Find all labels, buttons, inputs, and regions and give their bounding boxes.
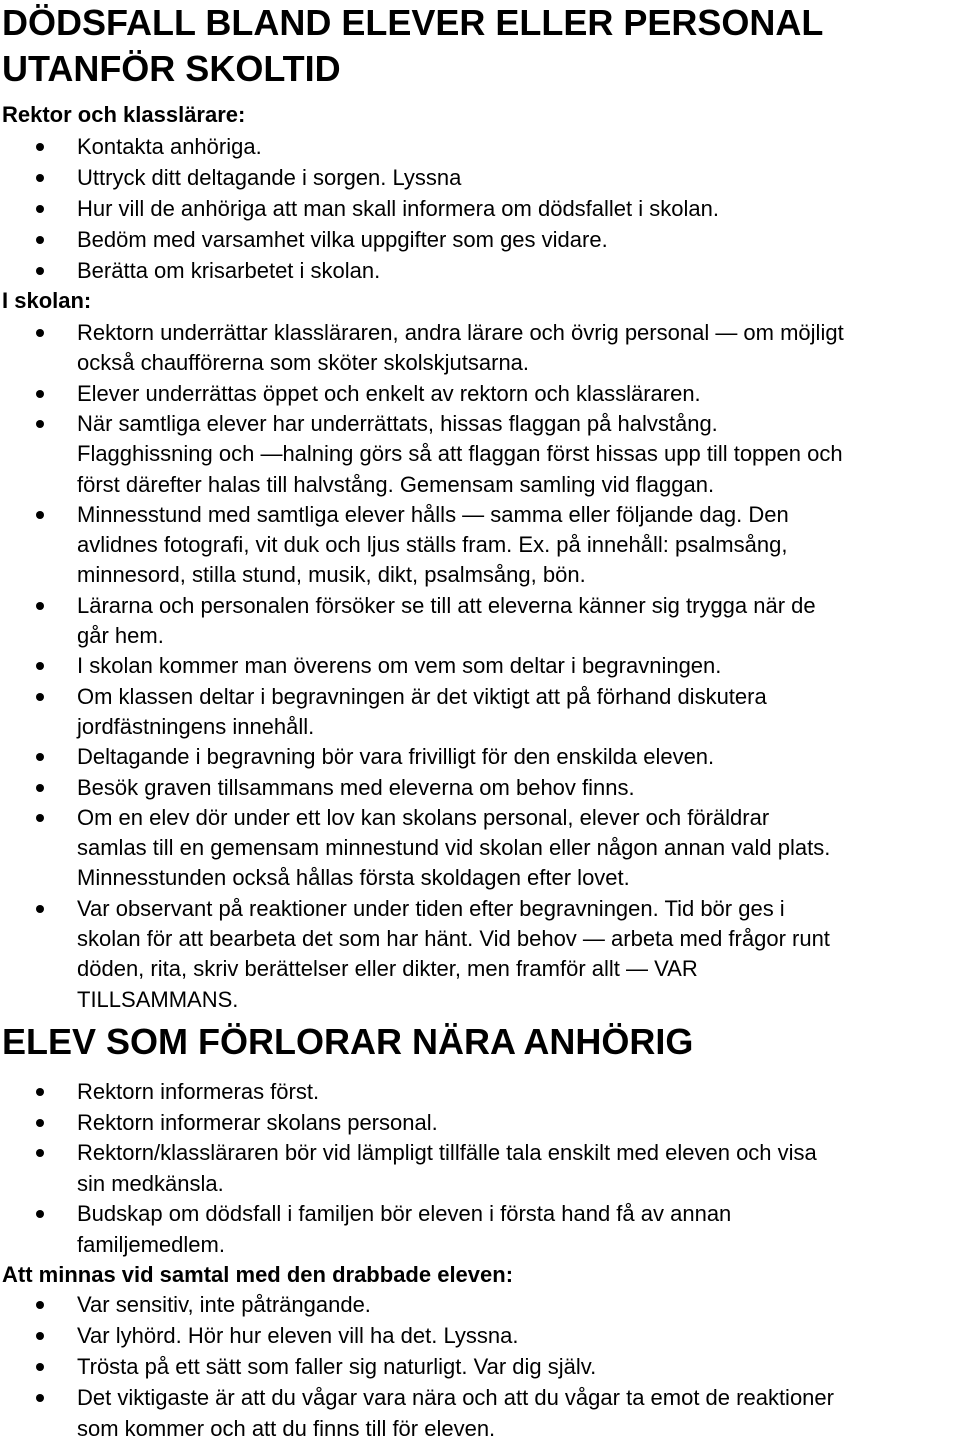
list-item-text: Om klassen deltar i begravningen är det viktigt att på förhand diskutera <box>77 683 767 709</box>
section-title-skolan: I skolan: <box>2 288 92 313</box>
list-item-text: familjemedlem. <box>77 1231 225 1257</box>
list-item-text: Kontakta anhöriga. <box>77 134 262 159</box>
list-item-text: Var sensitiv, inte påträngande. <box>77 1292 371 1317</box>
main-heading-line1: DÖDSFALL BLAND ELEVER ELLER PERSONAL <box>2 2 824 43</box>
list-item-text: Besök graven tillsammans med eleverna om behov finns. <box>77 774 635 800</box>
list-item-text: också chaufförerna som sköter skolskjutsarna. <box>77 350 530 376</box>
section-title-minnas: Att minnas vid samtal med den drabbade eleven: <box>2 1262 514 1287</box>
section-title-rektor: Rektor och klasslärare: <box>2 102 246 127</box>
list-item-text: Det viktigaste är att du vågar vara nära och att du vågar ta emot de reaktioner <box>77 1385 834 1410</box>
list-item-text: jordfästningens innehåll. <box>77 713 315 739</box>
list-item-text: döden, rita, skriv berättelser eller dikter, men framför allt — VAR <box>77 956 698 982</box>
list-item-text: avlidnes fotografi, vit duk och ljus ställs fram. Ex. på innehåll: psalmsång, <box>77 532 788 558</box>
list-item-text: Hur vill de anhöriga att man skall informera om dödsfallet i skolan. <box>77 196 719 221</box>
list-item-text: Trösta på ett sätt som faller sig naturligt. Var dig själv. <box>77 1354 597 1379</box>
list-item-text: Flagghissning och —halning görs så att flaggan först hissas upp till toppen och <box>77 441 843 467</box>
list-item-text: I skolan kommer man överens om vem som deltar i begravningen. <box>77 653 722 679</box>
list-item-text: samlas till en gemensam minnestund vid skolan eller någon annan vald plats. <box>77 835 831 861</box>
list-item-text: Minnesstunden också hållas första skoldagen efter lovet. <box>77 865 630 891</box>
list-item-text: Rektorn informeras först. <box>77 1079 320 1104</box>
list-item-text: När samtliga elever har underrättats, hissas flaggan på halvstång. <box>77 410 718 436</box>
list-item-text: Budskap om dödsfall i familjen bör eleven i första hand få av annan <box>77 1201 732 1226</box>
list-item-text: sin medkänsla. <box>77 1170 224 1196</box>
list-item-text: Uttryck ditt deltagande i sorgen. Lyssna <box>77 165 462 190</box>
list-item-text: Lärarna och personalen försöker se till att eleverna känner sig trygga när de <box>77 592 816 618</box>
list-item-text: minnesord, stilla stund, musik, dikt, psalmsång, bön. <box>77 562 586 588</box>
list-item-text: Rektorn/klassläraren bör vid lämpligt tillfälle tala enskilt med eleven och visa <box>77 1140 817 1165</box>
list-item-text: Bedöm med varsamhet vilka uppgifter som ges vidare. <box>77 227 608 252</box>
list-item-text: Minnesstund med samtliga elever hålls — samma eller följande dag. Den <box>77 501 789 527</box>
list-item-text: Rektorn underrättar klassläraren, andra lärare och övrig personal — om möjligt <box>77 320 844 345</box>
list-item-text: går hem. <box>77 623 164 648</box>
list-item-text: Deltagande i begravning bör vara frivilligt för den enskilda eleven. <box>77 744 715 770</box>
list-item-text: skolan för att bearbeta det som har hänt. Vid behov — arbeta med frågor runt <box>77 926 830 951</box>
list-item-text: Rektorn informerar skolans personal. <box>77 1109 438 1135</box>
list-item-text: Var observant på reaktioner under tiden efter begravningen. Tid bör ges i <box>77 895 785 921</box>
list-item-text: Elever underrättas öppet och enkelt av rektorn och klassläraren. <box>77 380 701 406</box>
list-item-text: först därefter halas till halvstång. Gemensam samling vid flaggan. <box>77 471 715 497</box>
list-item-text: Om en elev dör under ett lov kan skolans personal, elever och föräldrar <box>77 804 770 830</box>
list-item-text: Berätta om krisarbetet i skolan. <box>77 258 381 283</box>
main-heading-line2: UTANFÖR SKOLTID <box>2 48 341 89</box>
heading-elev-anhorig: ELEV SOM FÖRLORAR NÄRA ANHÖRIG <box>2 1021 694 1062</box>
list-item-text: TILLSAMMANS. <box>77 986 239 1012</box>
list-item-text: som kommer och att du finns till för eleven. <box>77 1416 496 1441</box>
list-item-text: Var lyhörd. Hör hur eleven vill ha det. Lyssna. <box>77 1323 519 1348</box>
